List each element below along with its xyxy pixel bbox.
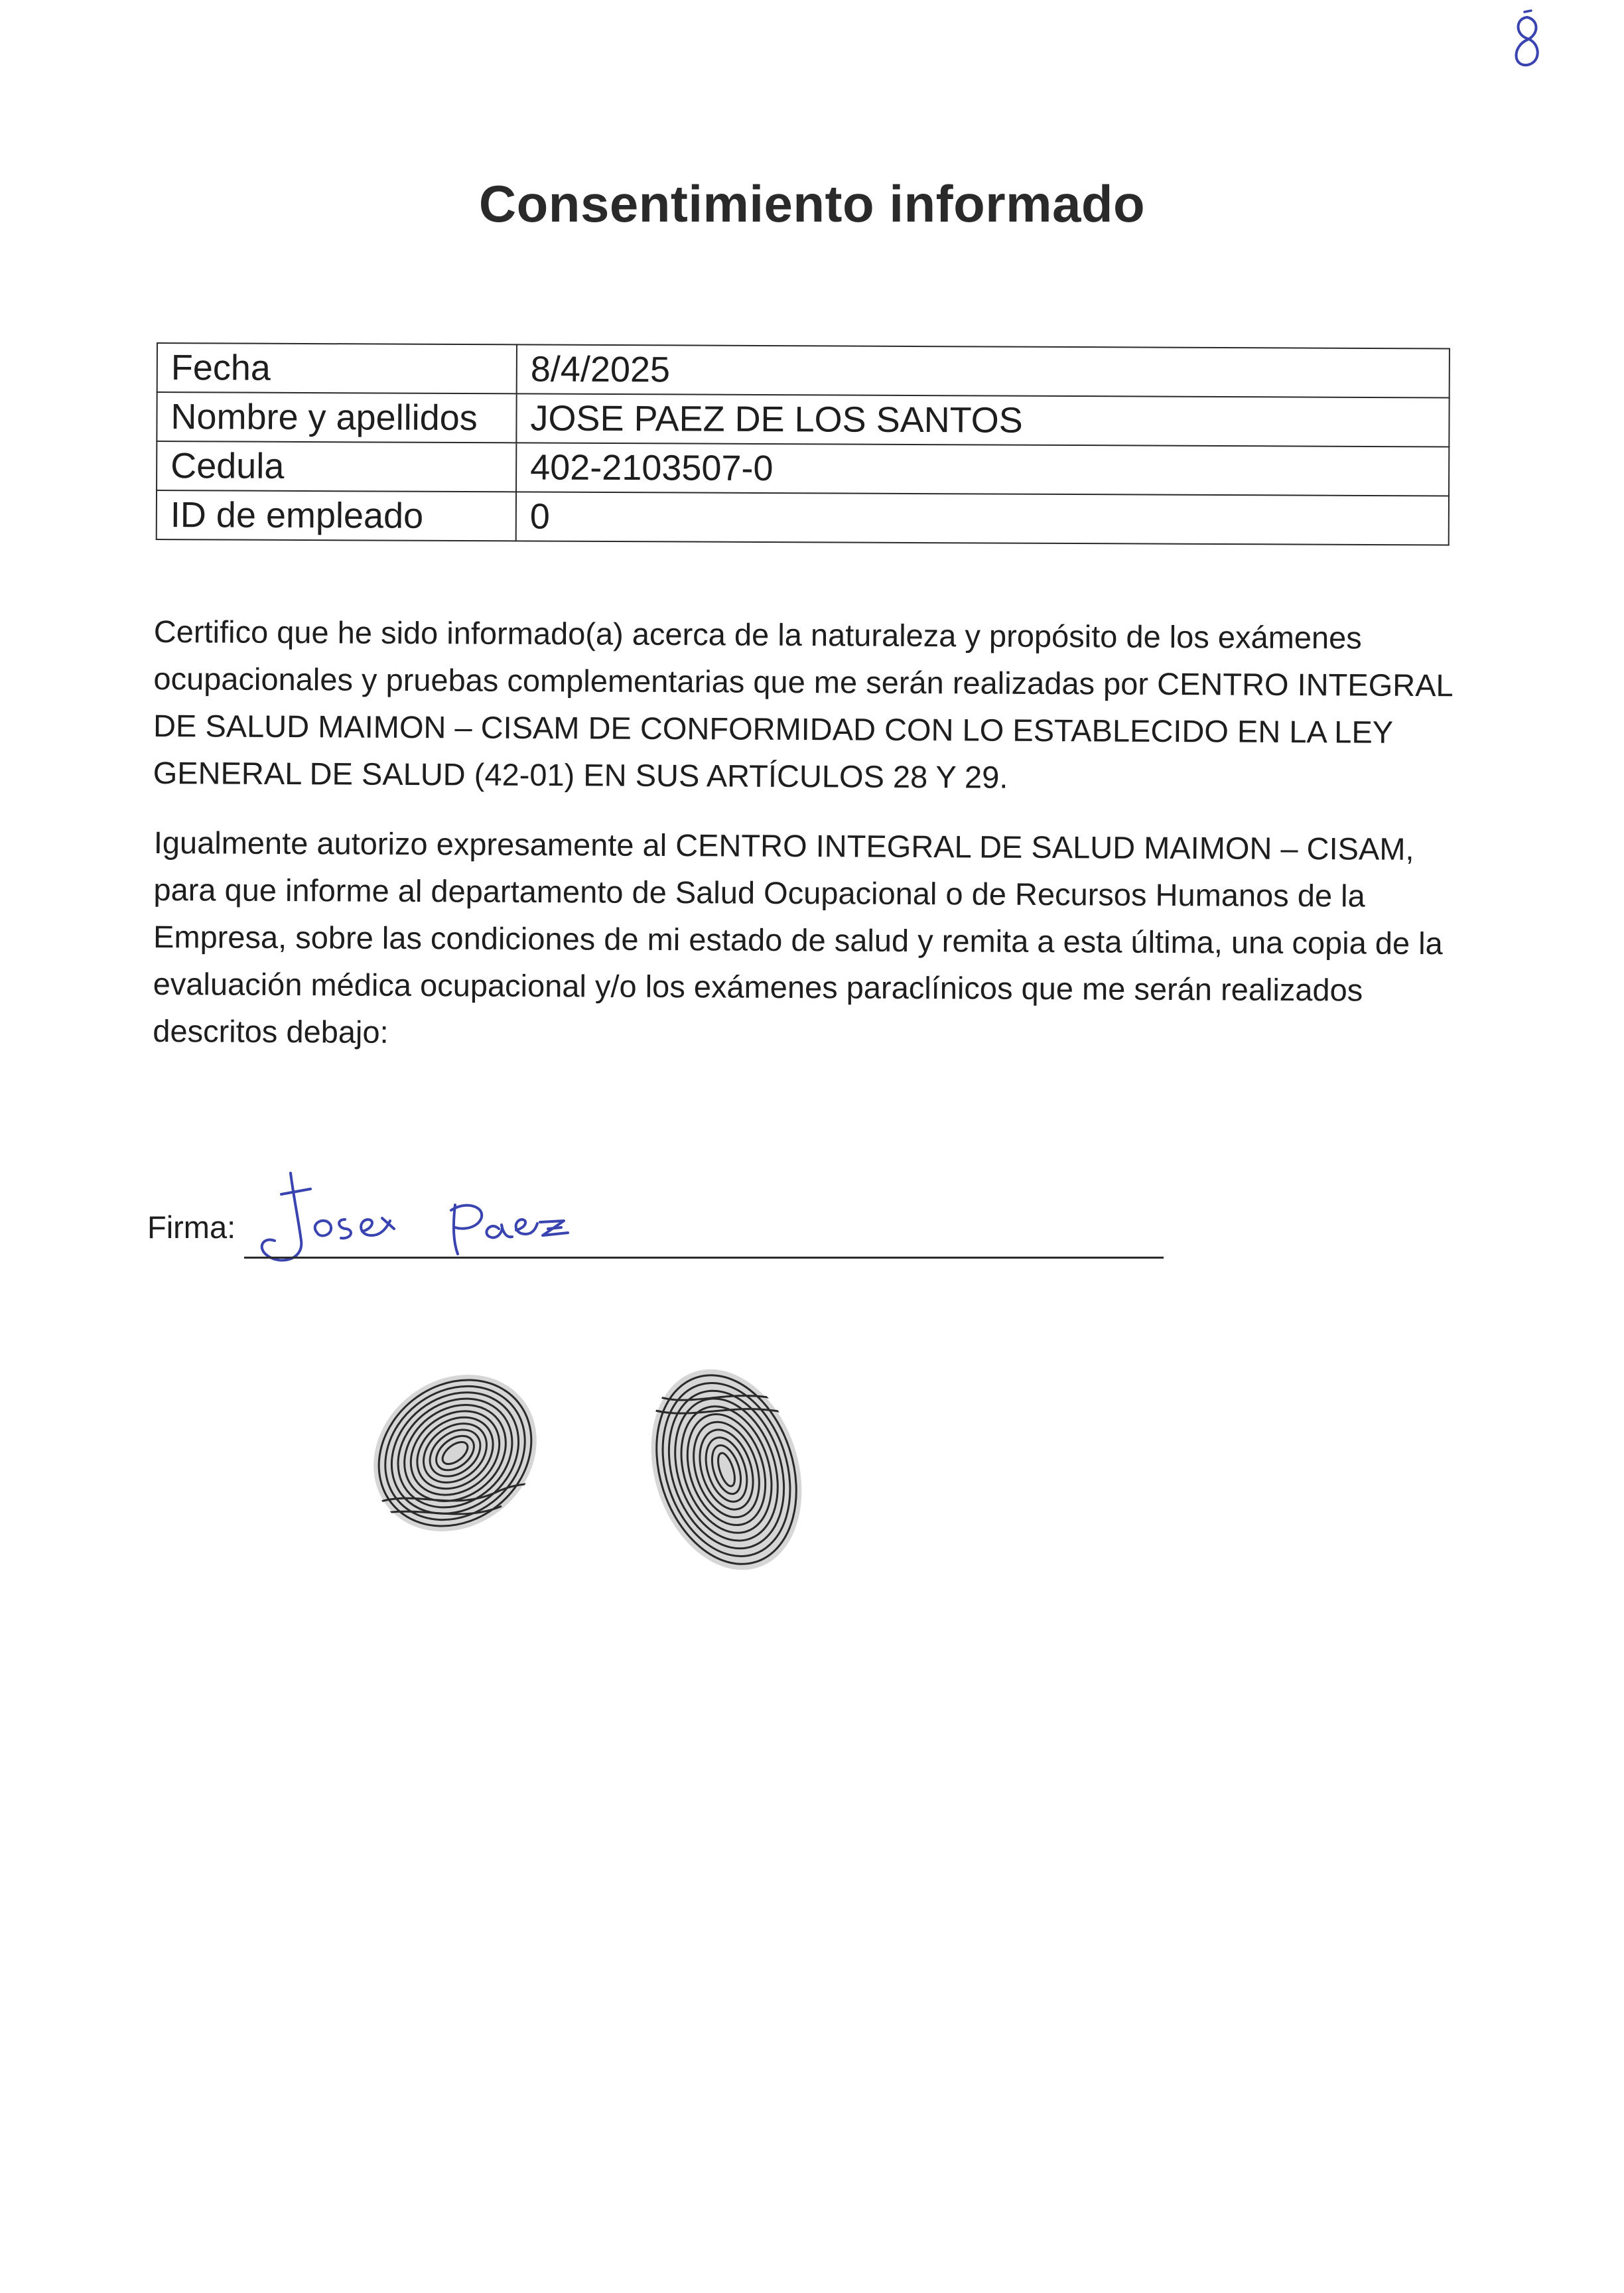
id-card-label: Cedula [157,441,516,492]
page-number-handwritten [1501,8,1554,74]
table-row [157,441,1449,496]
signature-label: Firma: [147,1210,236,1245]
table-row [157,392,1449,447]
full-name-label: Nombre y apellidos [157,392,516,443]
employee-info-table [156,342,1450,546]
id-card-value: 402-2103507-0 [516,443,1449,496]
right-fingerprint-icon [637,1354,816,1586]
handwritten-signature [252,1154,610,1274]
full-name-value: JOSE PAEZ DE LOS SANTOS [516,393,1449,447]
left-fingerprint-icon [356,1354,555,1553]
table-row [157,343,1450,397]
table-row [157,490,1449,545]
document-title: Consentimiento informado [478,174,1146,233]
certification-paragraph: Certifico que he sido informado(a) acerca de la naturaleza y propósito de los exámenes ocupacionales y pruebas complementarias que me serán realizadas por CENTRO INTEGRAL DE SALUD MAIMON – CISAM DE CONFORMIDAD CON LO ESTABLECIDO EN LA LEY GENERAL DE SALUD (42-01) EN SUS ARTÍCULOS 28 Y 29. [153,613,1453,795]
employee-id-label: ID de empleado [157,490,516,541]
authorization-paragraph: Igualmente autorizo expresamente al CENTRO INTEGRAL DE SALUD MAIMON – CISAM, para que informe al departamento de Salud Ocupacional o de Recursos Humanos de la Empresa, sobre las condiciones de mi estado de salud y remita a esta última, una copia de la evaluación médica ocupacional y/o los exámenes paraclínicos que me serán realizados descritos debajo: [153,824,1443,1050]
date-value: 8/4/2025 [517,344,1450,397]
employee-id-value: 0 [516,492,1449,545]
date-label: Fecha [157,343,517,393]
signature-line [244,1257,1164,1259]
